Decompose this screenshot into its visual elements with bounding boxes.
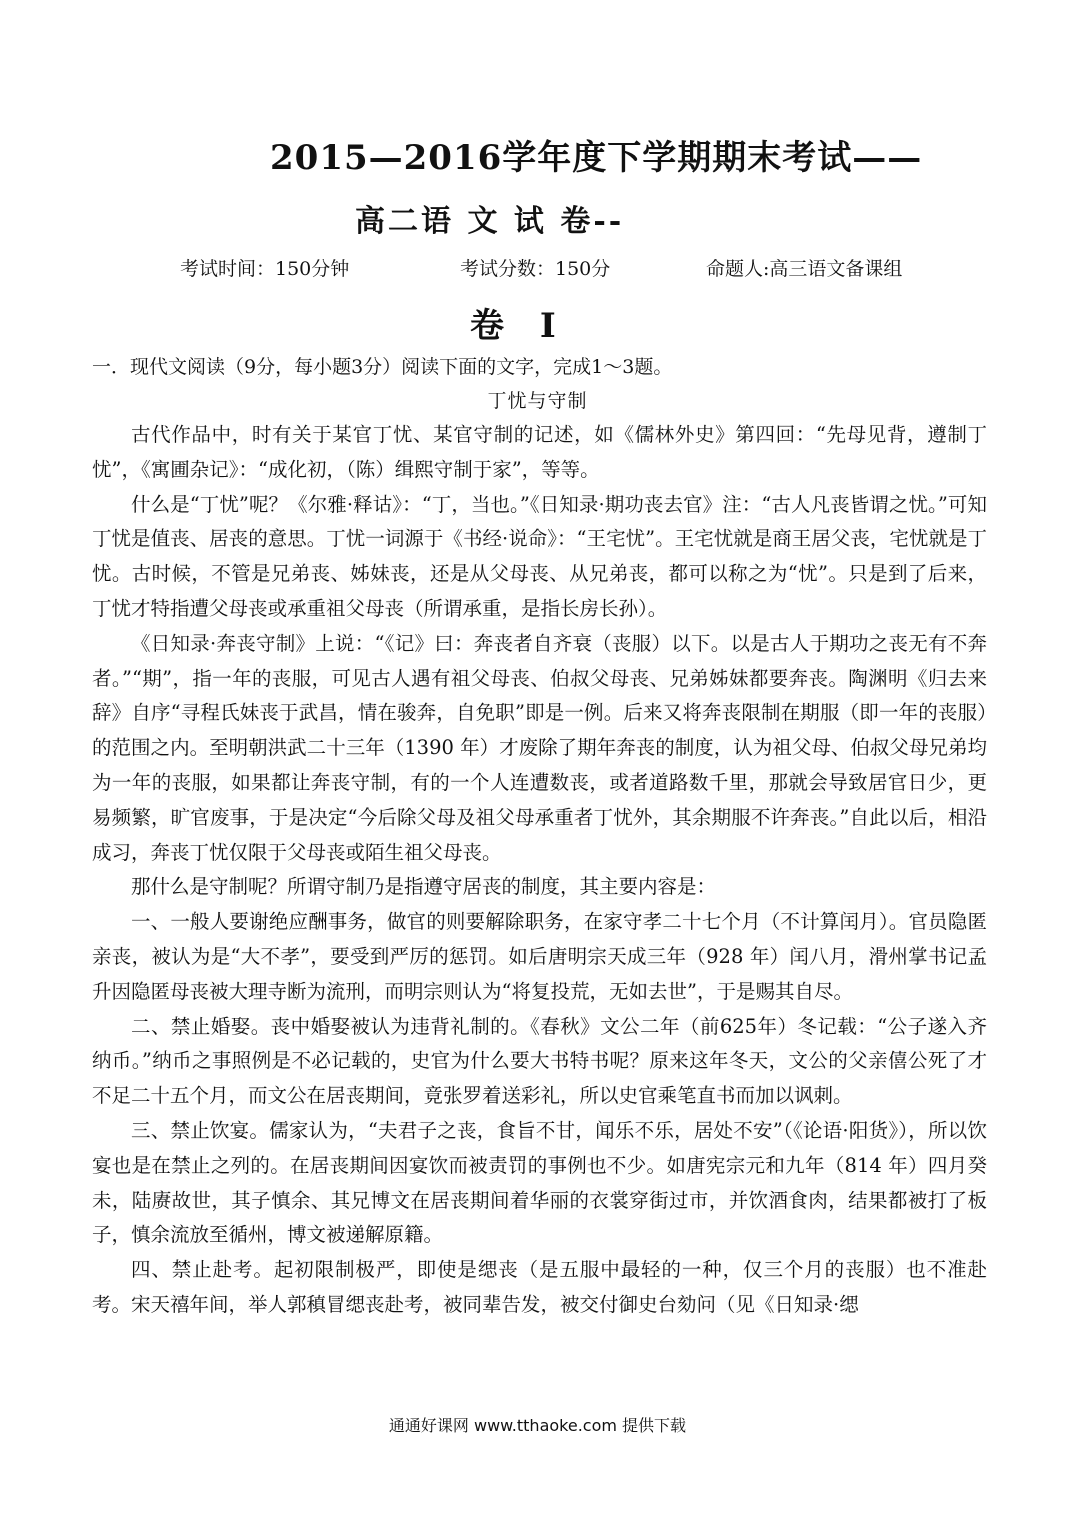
paragraph: 什么是“丁忧”呢？《尔雅·释诂》：“丁，当也。”《日知录·期功丧去官》注：“古人凡丧皆谓之忧。”可知丁忧是值丧、居丧的意思。丁忧一词源于《书经·说命》：“王宅忧”。王宅忧就是商王居父丧，宅忧就是丁忧。古时候，不管是兄弟丧、姊妹丧，还是从父母丧、从兄弟丧，都可以称之为“忧”。只是到了后来，丁忧才特指遭父母丧或承重祖父母丧（所谓承重，是指长房长孙）。 xyxy=(92,492,987,620)
volume-heading: 卷 I xyxy=(470,306,568,346)
exam-author: 命题人:高三语文备课组 xyxy=(706,258,903,280)
paragraph: 三、禁止饮宴。儒家认为，“夫君子之丧，食旨不甘，闻乐不乐，居处不安”（《论语·阳货》），所以饮宴也是在禁止之列的。在居丧期间因宴饮而被责罚的事例也不少。如唐宪宗元和九年（814 年）四月癸未，陆赓故世，其子慎余、其兄博文在居丧期间着华丽的衣裳穿街过市，并饮酒食肉，结果都被打了板子，慎余流放至循州，博文被递解原籍。 xyxy=(92,1118,987,1247)
exam-subtitle: 高二语 文 试 卷-- xyxy=(355,204,625,239)
exam-time: 考试时间：150分钟 xyxy=(180,258,350,280)
exam-title: 2015—2016学年度下学期期末考试—— xyxy=(270,138,923,178)
paragraph: 古代作品中，时有关于某官丁忧、某官守制的记述，如《儒林外史》第四回：“先母见背，遵制丁忧”，《寓圃杂记》：“成化初，（陈）缉熙守制于家”，等等。 xyxy=(92,423,987,481)
article-title: 丁忧与守制 xyxy=(487,390,588,412)
paragraph: 《日知录·奔丧守制》上说：“《记》曰：奔丧者自齐衰（丧服）以下。以是古人于期功之丧无有不奔者。”“期”，指一年的丧服，可见古人遇有祖父母丧、伯叔父母丧、兄弟姊妹都要奔丧。陶渊明《归去来辞》自序“寻程氏妹丧于武昌，情在骏奔，自免职”即是一例。后来又将奔丧限制在期服（即一年的丧服）的范围之内。至明朝洪武二十三年（1390 年）才废除了期年奔丧的制度，认为祖父母、伯叔父母兄弟均为一年的丧服，如果都让奔丧守制，有的一个人连遭数丧，或者道路数千里，那就会导致居官日少，更易频繁，旷官废事，于是决定“今后除父母及祖父母承重者丁忧外，其余期服不许奔丧。”自此以后，相沿成习，奔丧丁忧仅限于父母丧或陌生祖父母丧。 xyxy=(92,631,987,864)
paragraph: 一、一般人要谢绝应酬事务，做官的则要解除职务，在家守孝二十七个月（不计算闰月）。官员隐匿亲丧，被认为是“大不孝”，要受到严厉的惩罚。如后唐明宗天成三年（928 年）闰八月，滑州掌书记孟升因隐匿母丧被大理寺断为流刑，而明宗则认为“将复投荒，无如去世”，于是赐其自尽。 xyxy=(92,910,987,1003)
section-heading: 一．现代文阅读（9分，每小题3分）阅读下面的文字，完成1～3题。 xyxy=(92,356,673,378)
paragraph: 那什么是守制呢？所谓守制乃是指遵守居丧的制度，其主要内容是： xyxy=(131,875,717,899)
article-body xyxy=(92,418,987,1323)
paragraph: 四、禁止赴考。起初限制极严，即使是缌丧（是五服中最轻的一种，仅三个月的丧服）也不准赴考。宋天禧年间，举人郭稹冒缌丧赴考，被同辈告发，被交付御史台劾问（见《日知录·缌 xyxy=(92,1258,987,1316)
exam-score: 考试分数：150分 xyxy=(460,258,611,280)
paragraph: 二、禁止婚娶。丧中婚娶被认为违背礼制的。《春秋》文公二年（前625年）冬记载：“公子遂入齐纳币。”纳币之事照例是不必记载的，史官为什么要大书特书呢？原来这年冬天，文公的父亲僖公死了才不足二十五个月，而文公在居丧期间，竟张罗着送彩礼，所以史官乘笔直书而加以讽刺。 xyxy=(92,1014,987,1108)
page-footer: 通通好课网 www.tthaoke.com 提供下载 xyxy=(388,1416,687,1435)
